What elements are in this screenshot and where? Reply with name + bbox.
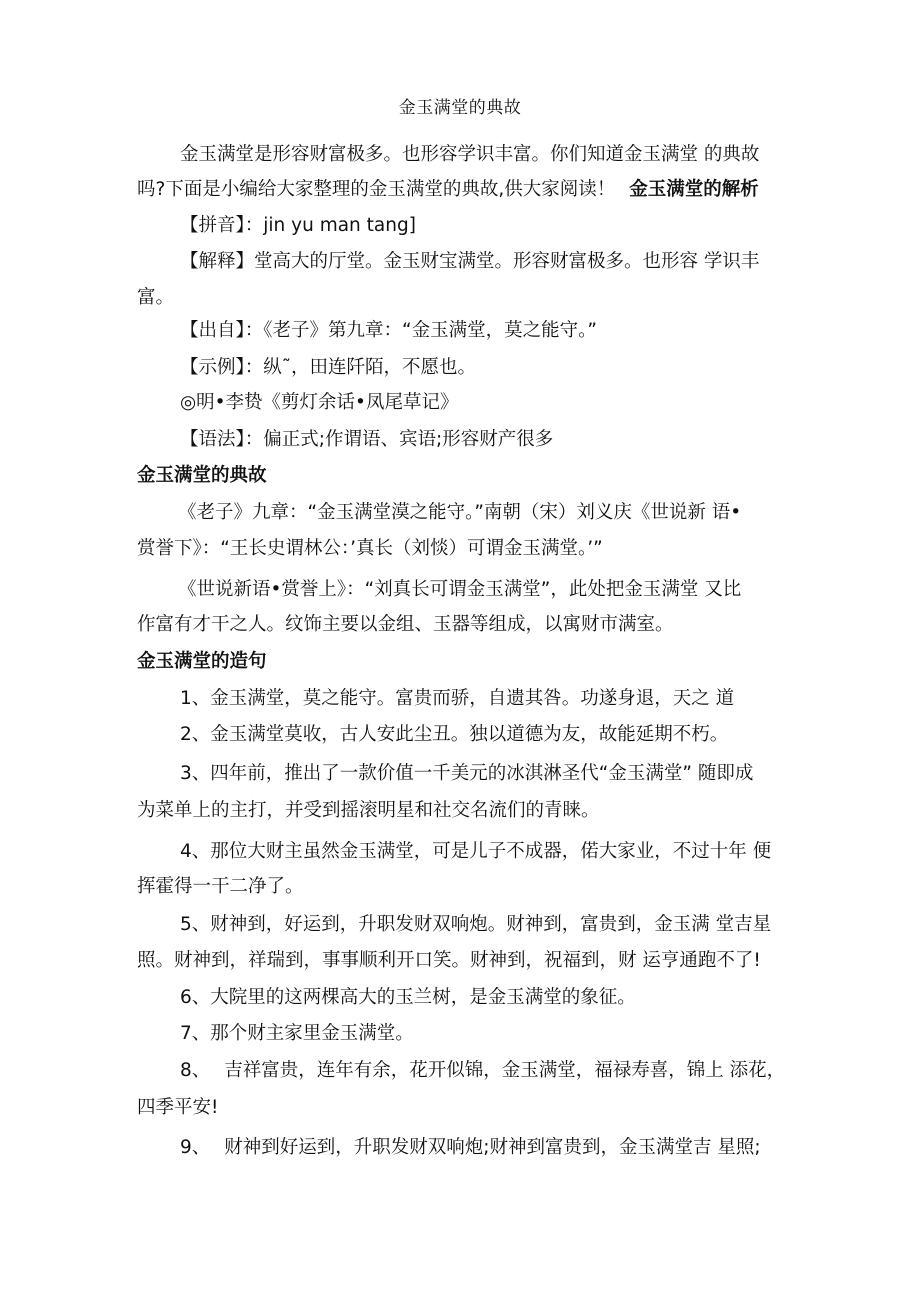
story-p2-line-2: 作富有才干之人。纹饰主要以金组、玉器等组成，以寓财市满室。 [137, 614, 674, 635]
explain-line-2: 富。 [137, 287, 175, 308]
explain-line-1: 【解释】堂高大的厅堂。金玉财宝满堂。形容财富极多。也形容 学识丰 [180, 251, 760, 272]
intro-line-2 [137, 176, 759, 204]
sentence-3-line-1: 3、四年前，推出了一款价值一千美元的冰淇淋圣代“金玉满堂” 随即成 [180, 763, 754, 784]
example-line: 【示例】：纵˜，田连阡陌，不愿也。 [180, 357, 477, 378]
sentence-8-text: 吉祥富贵，连年有余，花开似锦，金玉满堂，福禄寿喜，锦上 添花， [224, 1060, 786, 1081]
sentence-5-line-1: 5、财神到，好运到，升职发财双响炮。财神到，富贵到，金玉满 堂吉星 [180, 914, 772, 935]
sentence-5-line-2: 照。财神到，祥瑞到，事事顺利开口笑。财神到，祝福到，财 运亨通跑不了! [137, 950, 761, 971]
story-p1-line-1: 《老子》九章：“金玉满堂漠之能守。”南朝（宋）刘义庆《世说新 语• [178, 502, 742, 523]
story-heading: 金玉满堂的典故 [137, 465, 267, 486]
sentence-9-line-1 [180, 1134, 761, 1162]
sentence-1: 1、金玉满堂，莫之能守。富贵而骄，自遗其咎。功遂身退，天之 道 [180, 688, 735, 709]
intro-line-2-text: 吗?下面是小编给大家整理的金玉满堂的典故,供大家阅读！ [137, 179, 616, 200]
story-p2-line-1: 《世说新语•赏誉上》：“刘真长可谓金玉满堂”，此处把金玉满堂 又比 [178, 579, 742, 600]
sentence-7: 7、那个财主家里金玉满堂。 [180, 1023, 414, 1044]
document-title: 金玉满堂的典故 [398, 98, 522, 118]
example-source-line: ◎明•李贽《剪灯余话•凤尾草记》 [180, 392, 459, 413]
pinyin-line: 【拼音】：jin yu man tang] [180, 215, 416, 236]
intro-line-1: 金玉满堂是形容财富极多。也形容学识丰富。你们知道金玉满堂 的典故 [180, 144, 760, 165]
sentence-6: 6、大院里的这两棵高大的玉兰树，是金玉满堂的象征。 [180, 987, 636, 1008]
source-line: 【出自】：《老子》第九章：“金玉满堂，莫之能守。” [180, 320, 597, 341]
analysis-heading: 金玉满堂的解析 [629, 179, 759, 200]
sentence-4-line-2: 挥霍得一干二净了。 [137, 876, 304, 897]
sentence-8-line-2: 四季平安! [137, 1097, 219, 1118]
sentence-8-number: 8、 [180, 1060, 211, 1081]
sentence-9-number: 9、 [180, 1137, 211, 1158]
sentence-9-text: 财神到好运到，升职发财双响炮;财神到富贵到，金玉满堂吉 星照; [224, 1137, 761, 1158]
sentence-8-line-1 [180, 1057, 785, 1085]
sentences-heading: 金玉满堂的造句 [137, 651, 267, 672]
sentence-2: 2、金玉满堂莫收，古人安此尘丑。独以道德为友，故能延期不朽。 [180, 724, 729, 745]
story-p1-line-2: 赏誉下》：“王长史谓林公：’真长（刘惔）可谓金玉满堂。’” [137, 538, 603, 559]
sentence-4-line-1: 4、那位大财主虽然金玉满堂，可是儿子不成器，偌大家业，不过十年 便 [180, 841, 772, 862]
grammar-line: 【语法】：偏正式;作谓语、宾语;形容财产很多 [180, 429, 554, 450]
sentence-3-line-2: 为菜单上的主打，并受到摇滚明星和社交名流们的青睐。 [137, 800, 600, 821]
